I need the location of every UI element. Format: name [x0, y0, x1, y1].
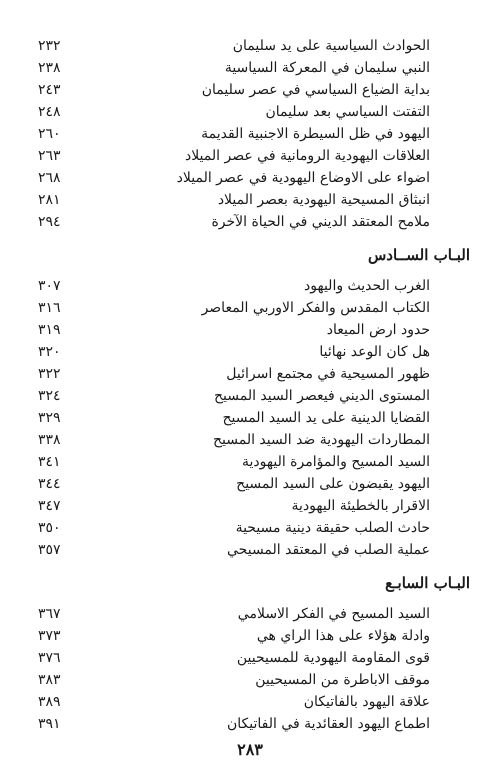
entry-title: اليهود يقبضون على السيد المسيح	[236, 476, 430, 492]
toc-entry	[38, 626, 430, 647]
entry-page-number: ٣٤٧	[38, 498, 61, 514]
entry-page-number: ٣٨٣	[38, 672, 61, 688]
toc-entry	[38, 298, 430, 319]
entry-title: ظهور المسيحية في مجتمع اسرائيل	[226, 366, 430, 382]
entry-title: الاقرار بالخطيئة اليهودية	[291, 498, 430, 514]
entry-title: السيد المسيح والمؤامرة اليهودية	[242, 454, 430, 470]
entry-page-number: ٣٤٤	[38, 476, 61, 492]
entry-title: هل كان الوعد نهائيا	[319, 344, 430, 360]
toc-entry	[38, 364, 430, 385]
entry-title: المستوى الديني فيعصر السيد المسيح	[213, 388, 430, 404]
toc-entry	[38, 540, 430, 561]
toc-entry	[38, 146, 430, 167]
toc-entry	[38, 496, 430, 517]
entry-title: وادلة هؤلاء على هذا الراي هي	[256, 628, 430, 644]
toc-entry	[38, 190, 430, 211]
toc-entry	[38, 430, 430, 451]
entry-page-number: ٣٠٧	[38, 278, 61, 294]
entry-title: اطماع اليهود العقائدية في الفاتيكان	[226, 716, 430, 732]
entry-page-number: ٣٨٩	[38, 694, 61, 710]
entry-page-number: ٣٣٨	[38, 432, 61, 448]
entry-page-number: ٣٩١	[38, 716, 61, 732]
toc-entry	[38, 320, 430, 341]
entry-title: قوى المقاومة اليهودية للمسيحيين	[236, 650, 430, 666]
entry-title: الغرب الحديث واليهود	[304, 278, 430, 294]
entry-title: القضايا الدينية على يد السيد المسيح	[222, 410, 430, 426]
entry-title: اليهود في ظل السيطرة الاجنبية القديمة	[201, 126, 430, 142]
entry-title: حدود ارض الميعاد	[326, 322, 430, 338]
toc-entry	[38, 670, 430, 691]
entry-title: علاقة اليهود بالفاتيكان	[303, 694, 430, 710]
entry-page-number: ٢٣٢	[38, 38, 61, 54]
entry-title: بداية الضياع السياسي في عصر سليمان	[201, 82, 430, 98]
entry-page-number: ٣٧٦	[38, 650, 61, 666]
toc-entry	[38, 474, 430, 495]
entry-page-number: ٣٧٣	[38, 628, 61, 644]
toc-entry	[38, 102, 430, 123]
entry-page-number: ٢٤٨	[38, 104, 61, 120]
toc-entry	[38, 648, 430, 669]
entry-page-number: ٢٦٣	[38, 148, 61, 164]
toc-entry	[38, 386, 430, 407]
toc-entry	[38, 342, 430, 363]
toc-entry	[38, 408, 430, 429]
entry-title: المطاردات اليهودية ضد السيد المسيح	[212, 432, 430, 448]
entry-title: موقف الاباطرة من المسيحيين	[255, 672, 430, 688]
toc-entry	[38, 452, 430, 473]
toc-entry	[38, 36, 430, 57]
entry-page-number: ٢٨١	[38, 192, 61, 208]
entry-page-number: ٢٤٣	[38, 82, 61, 98]
entry-page-number: ٣٥٧	[38, 542, 61, 558]
entry-page-number: ٣٦٧	[38, 606, 61, 622]
entry-title: اضواء على الاوضاع اليهودية في عصر الميلاد	[176, 170, 430, 186]
entry-page-number: ٣١٩	[38, 322, 61, 338]
toc-entry	[38, 714, 430, 735]
toc-entry	[38, 80, 430, 101]
page-number: ٢٨٣	[237, 740, 263, 759]
entry-title: السيد المسيح في الفكر الاسلامي	[237, 606, 430, 622]
entry-title: الحوادث السياسية على يد سليمان	[232, 38, 430, 54]
entry-title: النبي سليمان في المعركة السياسية	[224, 60, 430, 76]
toc-entry	[38, 212, 430, 233]
toc-entry	[38, 692, 430, 713]
toc-entry	[38, 604, 430, 625]
toc-entry	[38, 518, 430, 539]
toc-entry	[38, 124, 430, 145]
chapter-heading: البـاب الســادس	[367, 246, 470, 264]
entry-title: التفتت السياسي بعد سليمان	[265, 104, 430, 120]
entry-page-number: ٣٤١	[38, 454, 61, 470]
entry-page-number: ٣١٦	[38, 300, 61, 316]
toc-entry	[38, 168, 430, 189]
entry-title: الكتاب المقدس والفكر الاوربي المعاصر	[201, 300, 430, 316]
entry-page-number: ٣٢٩	[38, 410, 61, 426]
entry-title: حادث الصلب حقيقة دينية مسيحية	[235, 520, 430, 536]
entry-title: انبثاق المسيحية اليهودية بعصر الميلاد	[217, 192, 430, 208]
entry-title: ملامح المعتقد الديني في الحياة الآخرة	[211, 214, 430, 230]
entry-page-number: ٣٥٠	[38, 520, 61, 536]
chapter-heading: البـاب السابـع	[385, 574, 470, 592]
entry-page-number: ٢٦٠	[38, 126, 61, 142]
entry-title: عملية الصلب في المعتقد المسيحي	[227, 542, 430, 558]
entry-page-number: ٢٩٤	[38, 214, 61, 230]
toc-entry	[38, 58, 430, 79]
entry-page-number: ٢٣٨	[38, 60, 61, 76]
entry-title: العلاقات اليهودية الرومانية في عصر الميلاد	[184, 148, 430, 164]
toc-entry	[38, 276, 430, 297]
entry-page-number: ٢٦٨	[38, 170, 61, 186]
entry-page-number: ٣٢٤	[38, 388, 61, 404]
entry-page-number: ٣٢٠	[38, 344, 61, 360]
entry-page-number: ٣٢٢	[38, 366, 61, 382]
